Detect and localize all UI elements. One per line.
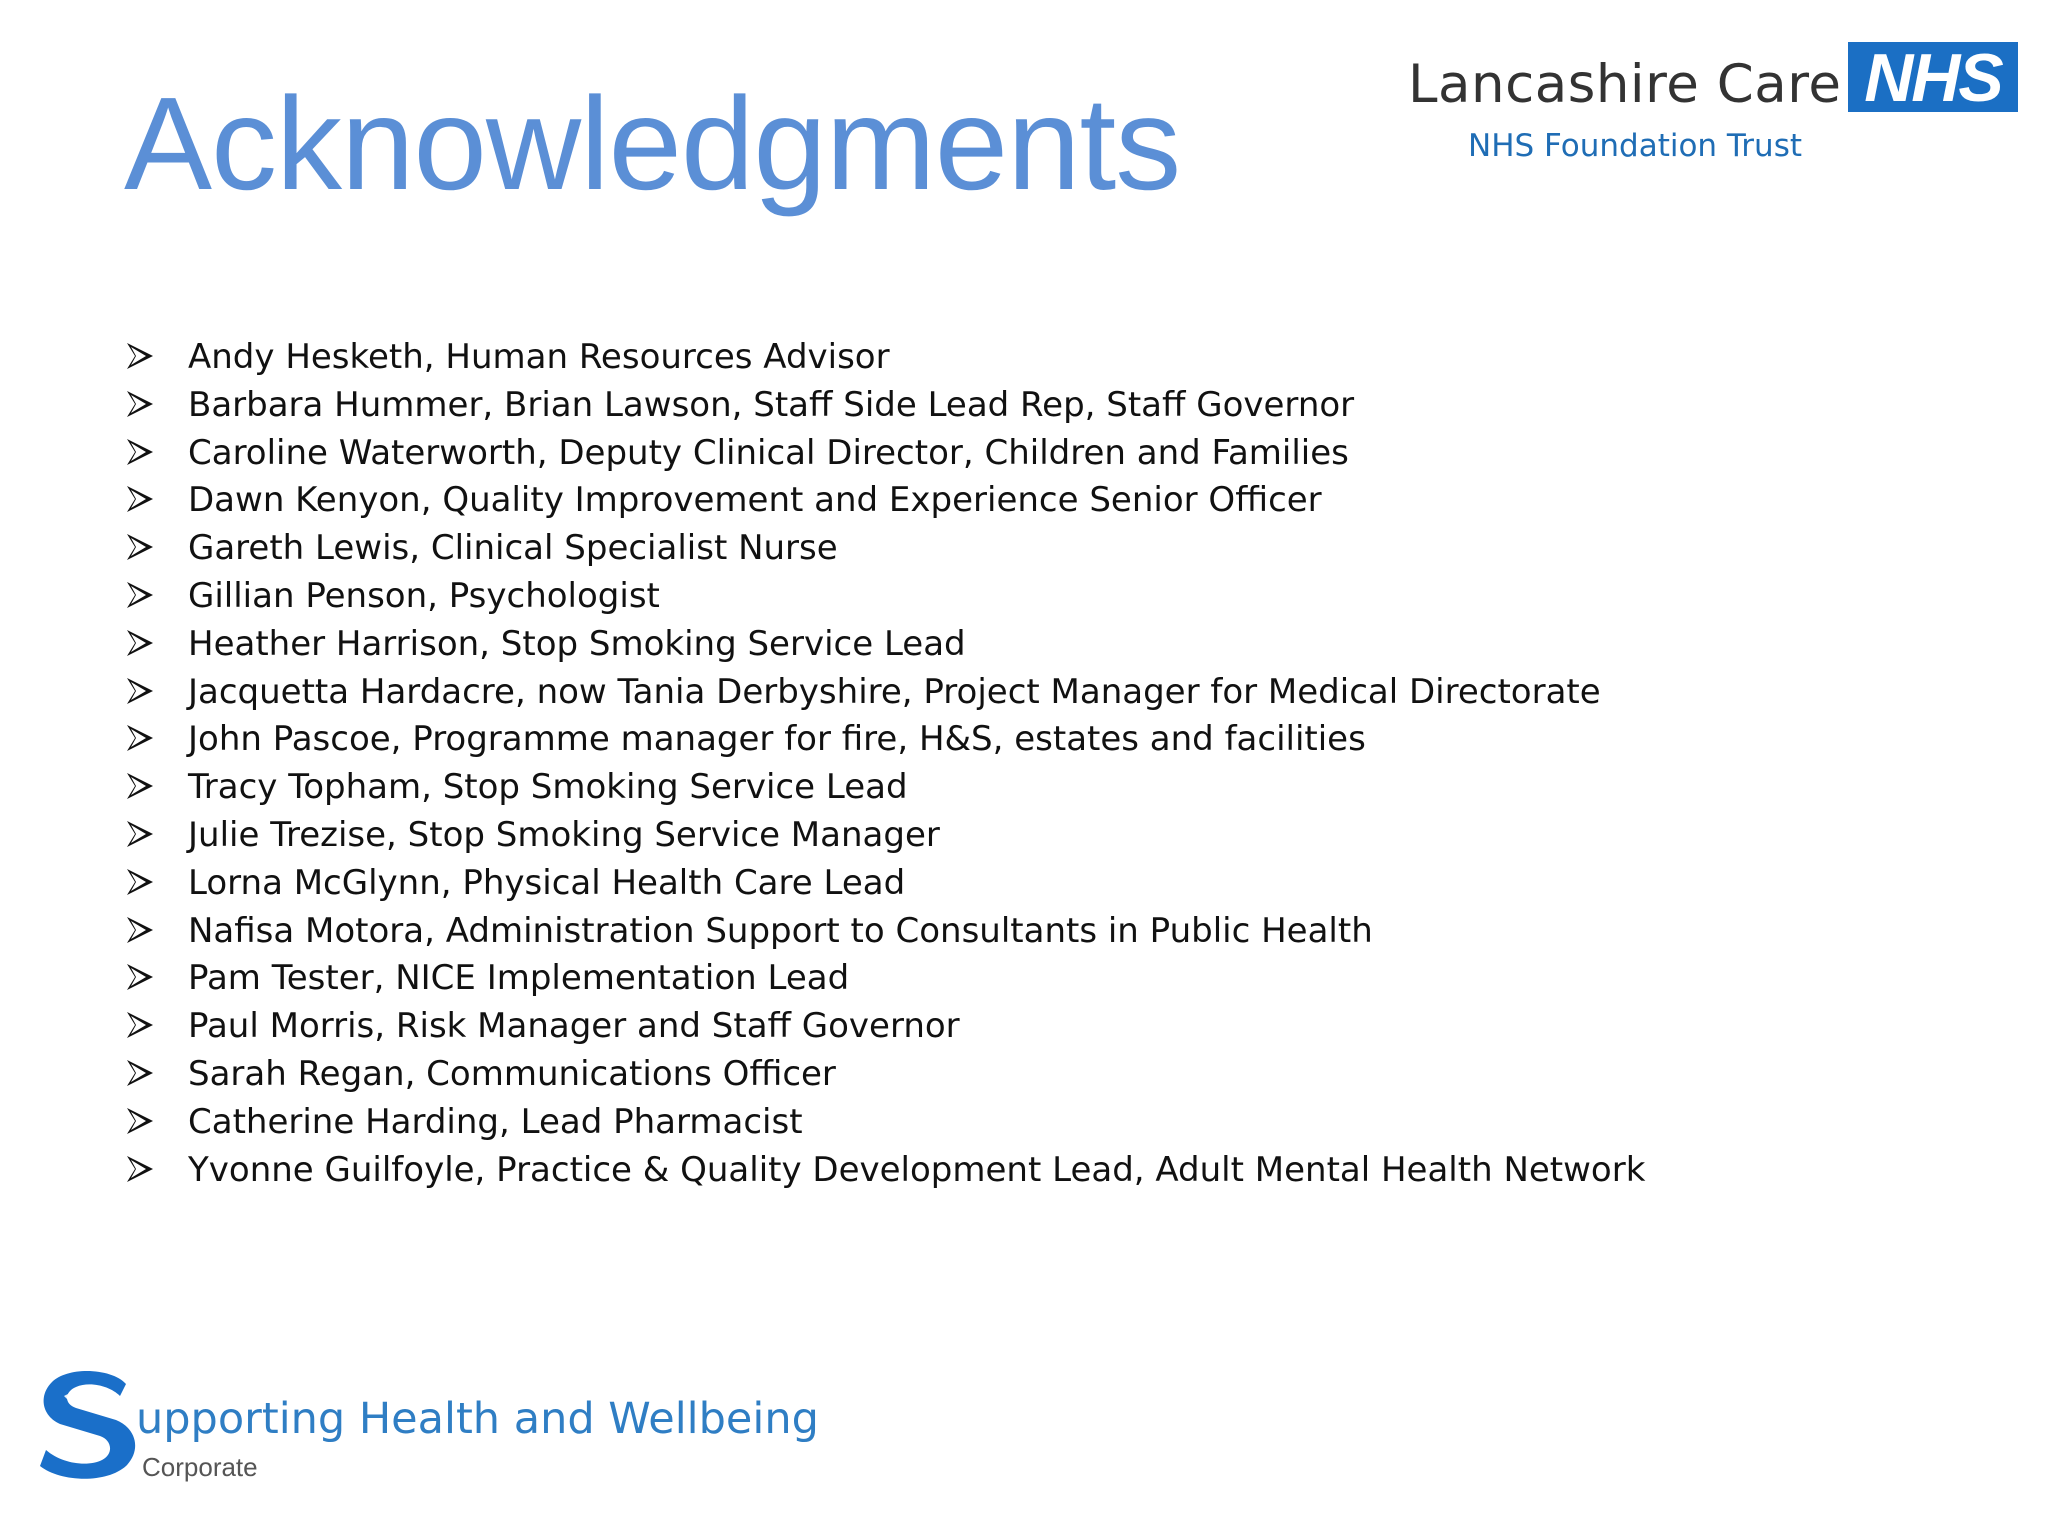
arrow-bullet-icon bbox=[126, 1107, 154, 1135]
acknowledgment-text: Pam Tester, NICE Implementation Lead bbox=[188, 958, 850, 999]
arrow-bullet-icon bbox=[126, 485, 154, 513]
s-hands-logo-icon bbox=[38, 1366, 138, 1480]
acknowledgment-text: Paul Morris, Risk Manager and Staff Governor bbox=[188, 1006, 960, 1047]
trust-name: Lancashire Care bbox=[1408, 54, 1842, 115]
arrow-bullet-icon bbox=[126, 724, 154, 752]
arrow-bullet-icon bbox=[126, 868, 154, 896]
acknowledgment-text: Nafisa Motora, Administration Support to Consultants in Public Health bbox=[188, 910, 1373, 951]
nhs-trust-logo bbox=[1400, 38, 2020, 168]
arrow-bullet-icon bbox=[126, 916, 154, 944]
arrow-bullet-icon bbox=[126, 533, 154, 561]
acknowledgment-text: Jacquetta Hardacre, now Tania Derbyshire, Project Manager for Medical Directorate bbox=[188, 671, 1601, 712]
acknowledgment-text: Gillian Penson, Psychologist bbox=[188, 575, 660, 616]
arrow-bullet-icon bbox=[126, 677, 154, 705]
footer-subtitle: Corporate bbox=[142, 1452, 258, 1482]
arrow-bullet-icon bbox=[126, 1059, 154, 1087]
acknowledgment-text: Dawn Kenyon, Quality Improvement and Experience Senior Officer bbox=[188, 480, 1322, 521]
arrow-bullet-icon bbox=[126, 581, 154, 609]
acknowledgment-text: John Pascoe, Programme manager for fire, H&S, estates and facilities bbox=[188, 719, 1366, 760]
arrow-bullet-icon bbox=[126, 438, 154, 466]
arrow-bullet-icon bbox=[126, 390, 154, 418]
arrow-bullet-icon bbox=[126, 772, 154, 800]
acknowledgment-text: Barbara Hummer, Brian Lawson, Staff Side Lead Rep, Staff Governor bbox=[188, 384, 1355, 425]
slide-title: Acknowledgments bbox=[124, 70, 1181, 217]
acknowledgment-text: Sarah Regan, Communications Officer bbox=[188, 1053, 836, 1094]
acknowledgment-text: Caroline Waterworth, Deputy Clinical Director, Children and Families bbox=[188, 432, 1349, 473]
nhs-badge-text: NHS bbox=[1864, 40, 2002, 116]
arrow-bullet-icon bbox=[126, 629, 154, 657]
acknowledgment-text: Gareth Lewis, Clinical Specialist Nurse bbox=[188, 528, 838, 569]
acknowledgment-text: Catherine Harding, Lead Pharmacist bbox=[188, 1101, 803, 1142]
acknowledgment-text: Yvonne Guilfoyle, Practice & Quality Development Lead, Adult Mental Health Network bbox=[188, 1149, 1646, 1190]
nhs-badge bbox=[1848, 40, 2018, 116]
arrow-bullet-icon bbox=[126, 1155, 154, 1183]
supporting-health-logo bbox=[38, 1366, 838, 1496]
arrow-bullet-icon bbox=[126, 342, 154, 370]
acknowledgment-text: Tracy Topham, Stop Smoking Service Lead bbox=[188, 767, 908, 808]
acknowledgment-text: Lorna McGlynn, Physical Health Care Lead bbox=[188, 862, 906, 903]
acknowledgment-text: Andy Hesketh, Human Resources Advisor bbox=[188, 337, 890, 377]
arrow-bullet-icon bbox=[126, 820, 154, 848]
arrow-bullet-icon bbox=[126, 1011, 154, 1039]
acknowledgment-text: Julie Trezise, Stop Smoking Service Manager bbox=[188, 814, 940, 855]
footer-title: upporting Health and Wellbeing bbox=[136, 1394, 819, 1444]
acknowledgment-text: Heather Harrison, Stop Smoking Service Lead bbox=[188, 623, 966, 664]
arrow-bullet-icon bbox=[126, 963, 154, 991]
trust-subtitle: NHS Foundation Trust bbox=[1468, 128, 1803, 164]
